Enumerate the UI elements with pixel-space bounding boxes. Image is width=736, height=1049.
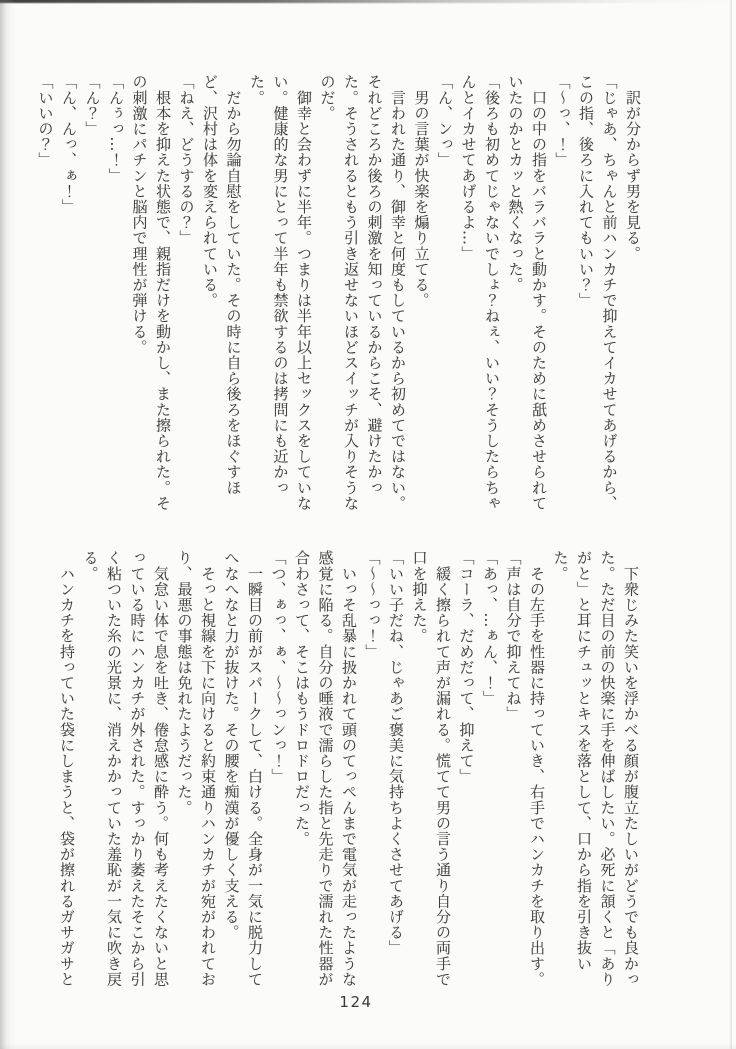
- narration-paragraph: 一瞬目の前がスパークして、白ける。全身が一気に脱力してへなへなと力が抜けた。その腰を痴漢が優しく支える。: [222, 550, 264, 987]
- scan-edge-bottom: [0, 1043, 736, 1049]
- narration-paragraph: 口の中の指をバラバラと動かす。そのために舐めさせられていたのかとカッと熱くなった。: [506, 74, 548, 511]
- narration-paragraph: 気怠い体で息を吐き、倦怠感に酔う。何も考えたくないと思っている時にハンカチが外された。すっかり萎えたそこから引く粘ついた糸の光景に、消えかかっていた羞恥が一気に吹き戻る。: [81, 550, 170, 987]
- dialogue-line: 「後ろも初めてじゃないでしょ？ねぇ、いい？そうしたらちゃんとイカせてあげるよ…」: [459, 74, 501, 511]
- dialogue-line: 「いい子だね、じゃあご褒美に気持ちよくさせてあげる」: [387, 550, 405, 956]
- narration-paragraph: だから勿論自慰をしていた。その時に自ら後ろをほぐすほど、沢村は体を変えられている。: [201, 74, 243, 496]
- narration-paragraph: 男の言葉が快楽を煽り立てる。: [412, 74, 431, 308]
- narration-paragraph: 言われた通り、御幸と何度もしているから初めてではない。それどころか後ろの刺激を知っているからこそ、避けたかった。そうされるともう引き返せないほどスイッチが入りそうなのだ。: [318, 74, 407, 511]
- narration-paragraph: いっそ乱暴に扱かれて頭のてっぺんまで電気が走ったような感覚に陥る。自分の唾液で濡らした指と先走りで濡れた性器が合わさって、そこはもうドロドロだった。: [293, 550, 358, 987]
- narration-paragraph: 御幸と会わずに半年。つまりは半年以上セックスをしていない。健康的な男にとって半年も禁欲するのは拷問にも近かった。: [248, 74, 313, 511]
- dialogue-line: 「じゃあ、ちゃんと前ハンカチで抑えてイカせてあげるから、この指、後ろに入れてもいい？」: [577, 74, 619, 511]
- dialogue-line: 「あっ、…ぁん、！」: [481, 550, 499, 706]
- text-section-bottom: [55, 550, 643, 988]
- narration-paragraph: そっと視線を下に向けると約束通りハンカチが宛がわれており、最悪の事態は免れたようだった。: [175, 550, 217, 987]
- dialogue-line: 「ねえ、どうするの？」: [177, 74, 196, 246]
- dialogue-line: 「コーラ、だめだって、抑えて」: [457, 550, 476, 784]
- dialogue-line: 「～っ、！」: [553, 74, 572, 168]
- scan-edge-right: [729, 0, 732, 1049]
- dialogue-line: 「～～っっ！」: [363, 550, 382, 660]
- scan-edge-top: [0, 0, 736, 4]
- dialogue-line: 「ん、んっ、ぁ！」: [60, 74, 78, 215]
- dialogue-line: 「んぅっ…！」: [107, 74, 125, 184]
- dialogue-line: 「いいの？」: [36, 74, 55, 168]
- narration-paragraph: その左手を性器に持っていき、右手でハンカチを取り出す。: [528, 550, 546, 987]
- narration-paragraph: 訳が分からず男を見る。: [624, 74, 642, 262]
- narration-paragraph: 緩く擦られて声が漏れる。慌てて男の言う通り自分の両手で口を抑えた。: [410, 550, 452, 987]
- dialogue-line: 「ん、ンっ」: [436, 74, 454, 168]
- narration-paragraph: 下衆じみた笑いを浮かべる顔が腹立たしいがどうでも良かった。ただ目の前の快楽に手を伸ばしたい。必死に頷くと「ありがと」と耳にチュッとキスを落として、口から指を引き抜いた。: [551, 550, 640, 987]
- narration-paragraph: 根本を抑えた状態で、親指だけを動かし、また擦られた。その刺激にパチンと脳内で理性が弾ける。: [130, 74, 172, 511]
- narration-paragraph: ハンカチを持っていた袋にしまうと、袋が擦れるガサガサと: [58, 550, 76, 987]
- scan-edge-left: [0, 0, 16, 1049]
- page-number: 124: [339, 993, 373, 1011]
- dialogue-line: 「ん？」: [83, 74, 102, 137]
- dialogue-line: 「声は自分で抑えてね」: [504, 550, 523, 722]
- dialogue-line: 「つ、ぁっ、ぁ、～～っンっ！」: [269, 550, 288, 784]
- text-section-top: [33, 74, 644, 512]
